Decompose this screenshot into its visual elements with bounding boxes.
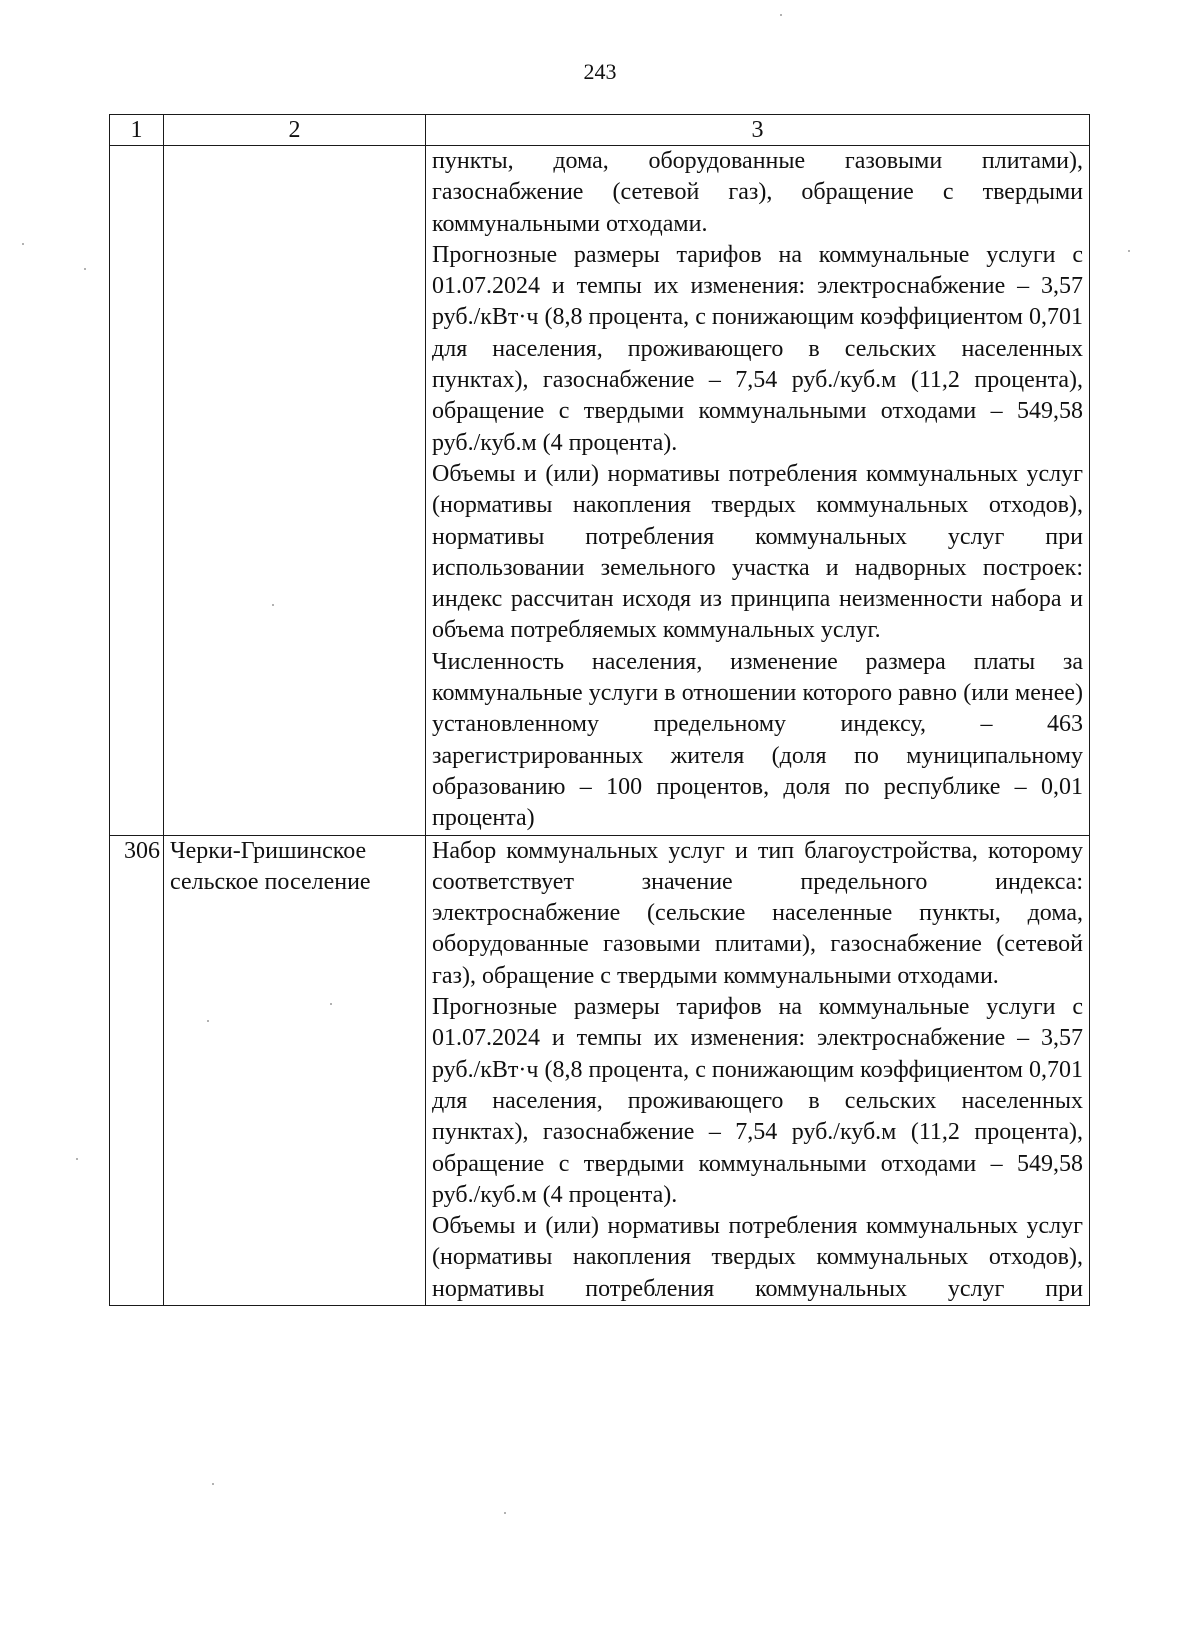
description-paragraph: Объемы и (или) нормативы потребления коммунальных услуг (нормативы накопления твердых коммунальных отходов), нормативы потребления коммунальных услуг при xyxy=(432,1213,1083,1302)
scan-speck xyxy=(22,243,24,245)
page-number: 243 xyxy=(583,59,617,84)
table-row xyxy=(110,146,1090,836)
row-number: 306 xyxy=(110,835,164,1305)
description-paragraph: Прогнозные размеры тарифов на коммунальные услуги с 01.07.2024 и темпы их изменения: электроснабжение – 3,57 руб./кВт·ч (8,8 процента, с понижающим коэффициентом 0,701 для населения, проживающего в сельских населенных пунктах), газоснабжение – 7,54 руб./куб.м (11,2 процента), обращение с твердыми коммунальными отходами – 549,58 руб./куб.м (4 процента). xyxy=(432,241,1083,456)
description-paragraph: Численность населения, изменение размера платы за коммунальные услуги в отношении которого равно (или менее) установленному предельному индексу, – 463 зарегистрированных жителя (доля по муниципальному образованию – 100 процентов, доля по республике – 0,01 процента) xyxy=(432,648,1083,832)
row-number xyxy=(110,146,164,836)
scan-speck xyxy=(84,268,86,270)
scan-speck xyxy=(780,14,782,16)
description-paragraph: Набор коммунальных услуг и тип благоустройства, которому соответствует значение предельного индекса: электроснабжение (сельские населенные пункты, дома, оборудованные газовыми плитами), газоснабжение (сетевой газ), обращение с твердыми коммунальными отходами. xyxy=(432,837,1083,989)
scan-speck xyxy=(272,604,274,606)
scan-speck xyxy=(1128,250,1130,252)
description-paragraph: Прогнозные размеры тарифов на коммунальные услуги с 01.07.2024 и темпы их изменения: электроснабжение – 3,57 руб./кВт·ч (8,8 процента, с понижающим коэффициентом 0,701 для населения, проживающего в сельских населенных пунктах), газоснабжение – 7,54 руб./куб.м (11,2 процента), обращение с твердыми коммунальными отходами – 549,58 руб./куб.м (4 процента). xyxy=(432,994,1083,1208)
scan-speck xyxy=(330,1003,332,1005)
table-header-row xyxy=(110,115,1090,146)
table-row xyxy=(110,835,1090,1305)
header-col-3: 3 xyxy=(426,115,1090,146)
description-paragraph: Объемы и (или) нормативы потребления коммунальных услуг (нормативы накопления твердых коммунальных отходов), нормативы потребления коммунальных услуг при использовании земельного участка и надворных построек: индекс рассчитан исходя из принципа неизменности набора и объема потребляемых коммунальных услуг. xyxy=(432,460,1083,644)
scan-speck xyxy=(207,1020,209,1022)
scan-speck xyxy=(212,1483,214,1485)
municipality-name: Черки-Гришинское сельское поселение xyxy=(164,835,426,1305)
header-col-1: 1 xyxy=(110,115,164,146)
scan-speck xyxy=(76,1158,78,1160)
description-paragraph: пункты, дома, оборудованные газовыми плитами), газоснабжение (сетевой газ), обращение с твердыми коммунальными отходами. xyxy=(432,148,1083,237)
scan-speck xyxy=(504,1512,506,1514)
header-col-2: 2 xyxy=(164,115,426,146)
description-cell xyxy=(426,146,1090,836)
municipality-name xyxy=(164,146,426,836)
description-cell xyxy=(426,835,1090,1305)
document-table xyxy=(109,114,1090,1306)
